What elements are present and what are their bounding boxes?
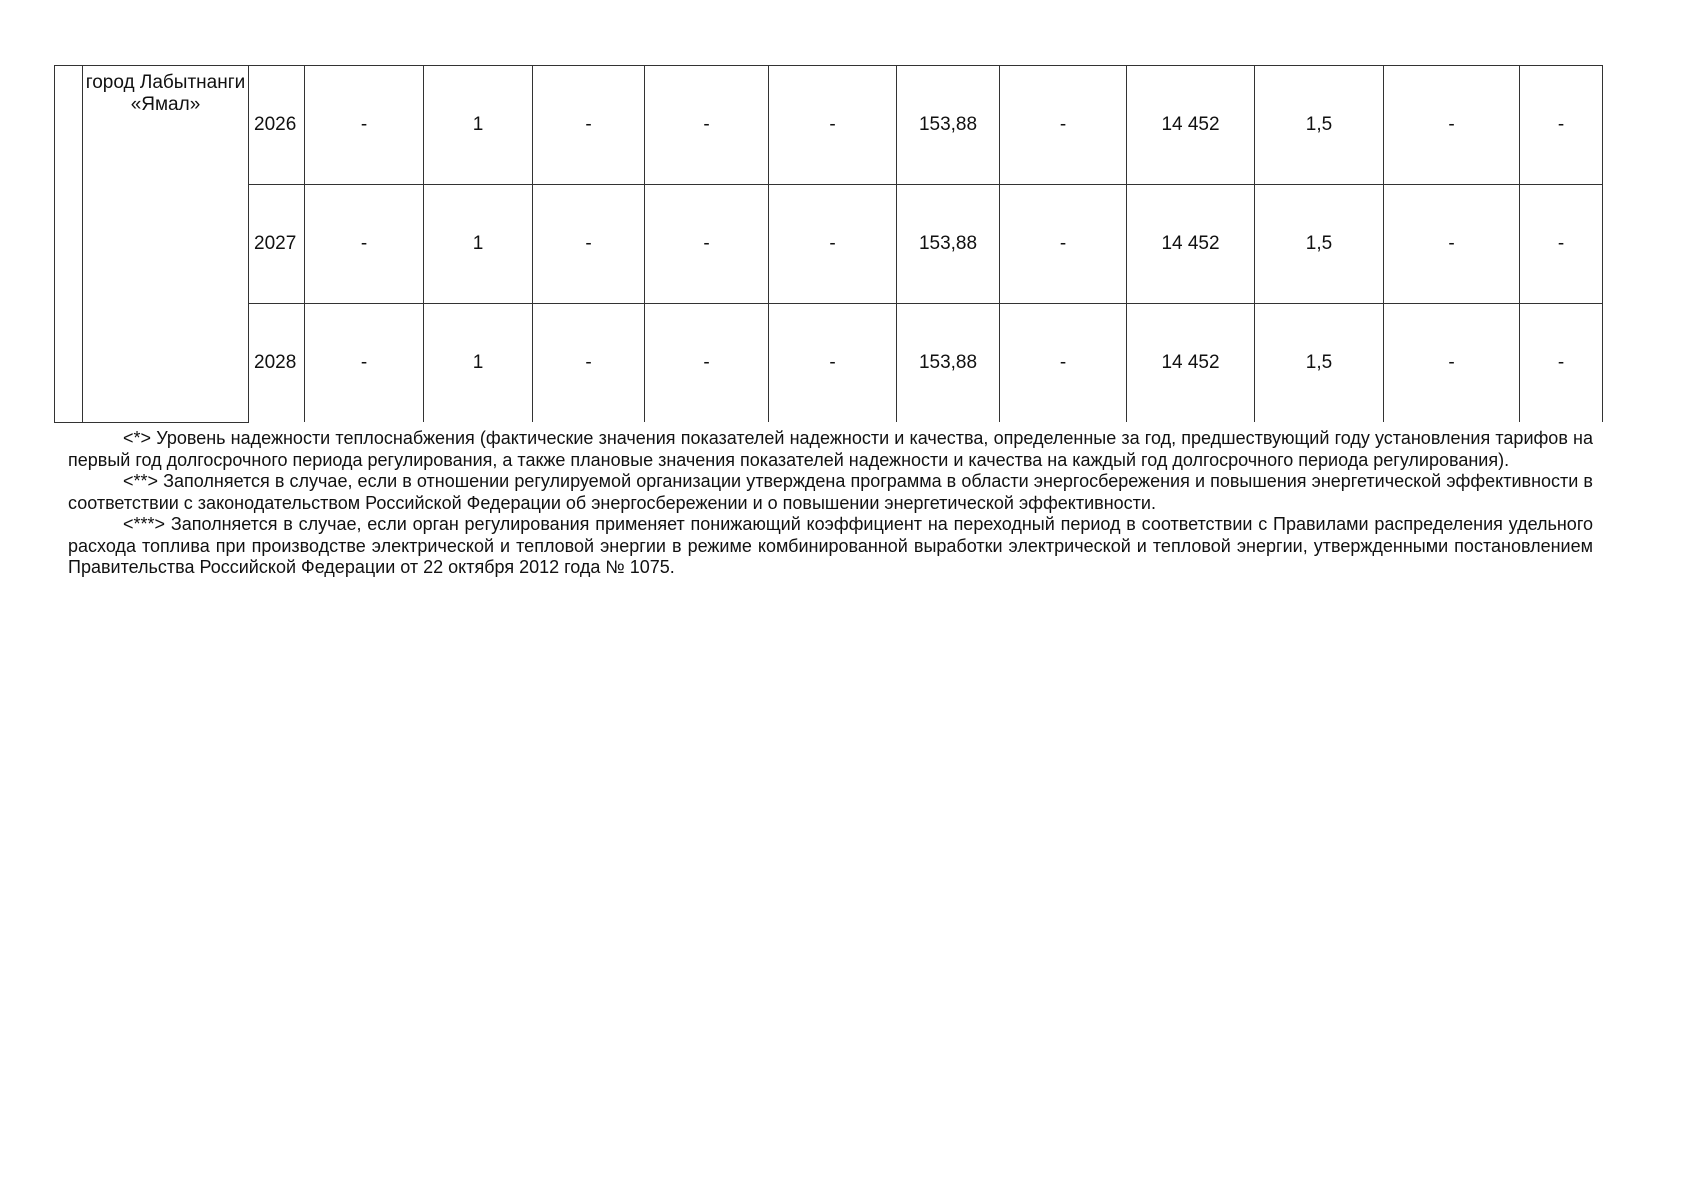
table-cell: -	[1384, 304, 1520, 423]
table-cell: -	[1520, 185, 1603, 304]
table-cell: -	[533, 304, 645, 423]
year-cell: 2026	[249, 66, 305, 185]
row-number-cell	[55, 66, 83, 423]
year-cell: 2027	[249, 185, 305, 304]
table-cell: 1	[424, 185, 533, 304]
organization-cell: город Лабытнанги «Ямал»	[83, 66, 249, 423]
table-cell: -	[1520, 304, 1603, 423]
table-cell: 1	[424, 304, 533, 423]
table-cell: 153,88	[897, 66, 1000, 185]
table-cell: -	[645, 185, 769, 304]
year-cell: 2028	[249, 304, 305, 423]
table-cell: 14 452	[1127, 304, 1255, 423]
table-cell: -	[1000, 304, 1127, 423]
table-row	[55, 185, 1603, 304]
table-cell: 1,5	[1255, 304, 1384, 423]
footnote-reliability: <*> Уровень надежности теплоснабжения (фактические значения показателей надежности и качества, определенные за год, предшествующий году установления тарифов на первый год долгосрочного периода регулирования, а также плановые значения показателей надежности и качества на каждый год долгосрочного периода регулирования).	[68, 428, 1593, 470]
table-cell: -	[645, 304, 769, 423]
table-cell: 14 452	[1127, 66, 1255, 185]
table-cell: -	[1384, 185, 1520, 304]
table-cell: -	[305, 66, 424, 185]
table-cell: -	[305, 185, 424, 304]
table-cell: -	[769, 185, 897, 304]
tariff-table	[54, 65, 1603, 423]
table-cell: -	[533, 185, 645, 304]
table-cell: 1	[424, 66, 533, 185]
table-cell: -	[533, 66, 645, 185]
table-cell: 1,5	[1255, 66, 1384, 185]
table-cell: -	[769, 304, 897, 423]
table-cell: -	[305, 304, 424, 423]
footnote-reduction-coefficient: <***> Заполняется в случае, если орган регулирования применяет понижающий коэффициент на переходный период в соответствии с Правилами распределения удельного расхода топлива при производстве электрической и тепловой энергии в режиме комбинированной выработки электрической и тепловой энергии, утвержденными постановлением Правительства Российской Федерации от 22 октября 2012 года № 1075.	[68, 514, 1593, 577]
table-cell: -	[769, 66, 897, 185]
footnotes	[68, 428, 1593, 579]
table-cell: 153,88	[897, 185, 1000, 304]
table-row	[55, 66, 1603, 185]
table-cell: -	[1520, 66, 1603, 185]
table-row	[55, 304, 1603, 423]
table-cell: -	[645, 66, 769, 185]
table-cell: -	[1000, 185, 1127, 304]
footnote-energy-saving: <**> Заполняется в случае, если в отношении регулируемой организации утверждена программа в области энергосбережения и повышения энергетической эффективности в соответствии с законодательством Российской Федерации об энергосбережении и о повышении энергетической эффективности.	[68, 471, 1593, 513]
table-cell: 153,88	[897, 304, 1000, 423]
table-cell: -	[1384, 66, 1520, 185]
table-cell: 14 452	[1127, 185, 1255, 304]
table-cell: -	[1000, 66, 1127, 185]
table-cell: 1,5	[1255, 185, 1384, 304]
